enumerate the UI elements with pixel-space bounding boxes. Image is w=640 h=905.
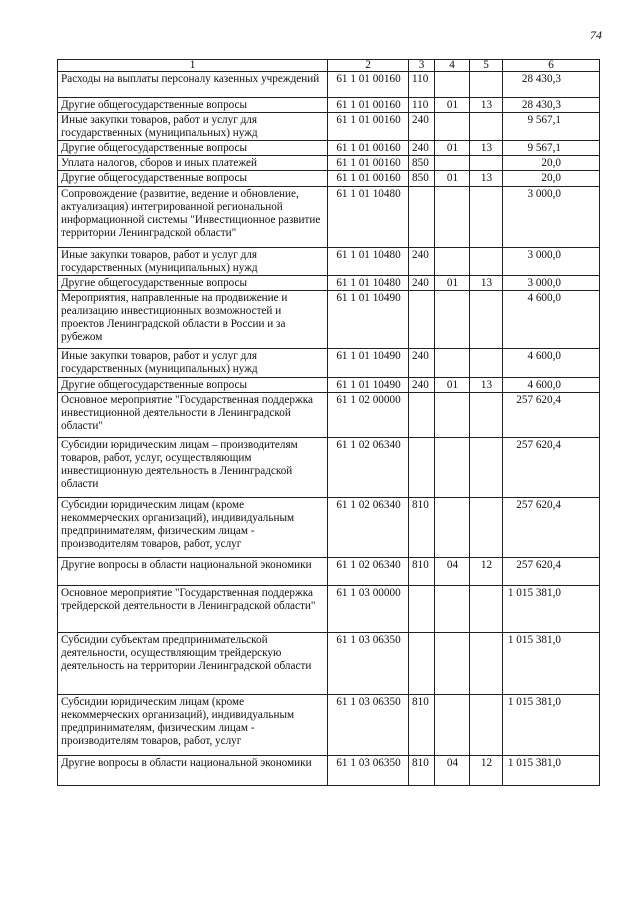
expense-type: 810 xyxy=(409,557,435,585)
section xyxy=(435,437,470,497)
subsection xyxy=(470,113,503,141)
target-code: 61 1 03 00000 xyxy=(328,585,409,632)
subsection xyxy=(470,156,503,171)
table-row xyxy=(58,156,600,171)
expense-type: 240 xyxy=(409,377,435,392)
subsection: 12 xyxy=(470,755,503,785)
item-name: Иные закупки товаров, работ и услуг для государственных (муниципальных) нужд xyxy=(58,113,328,141)
subsection: 13 xyxy=(470,275,503,290)
item-name: Другие вопросы в области национальной экономики xyxy=(58,755,328,785)
section: 01 xyxy=(435,377,470,392)
amount: 28 430,3 xyxy=(503,98,600,113)
item-name: Субсидии субъектам предпринимательской деятельности, осуществляющим трейдерскую деятельность на территории Ленинградской области xyxy=(58,632,328,694)
expense-type xyxy=(409,632,435,694)
section xyxy=(435,72,470,98)
section xyxy=(435,632,470,694)
table-row xyxy=(58,98,600,113)
amount: 257 620,4 xyxy=(503,437,600,497)
subsection: 12 xyxy=(470,557,503,585)
table-row xyxy=(58,348,600,377)
expense-type: 810 xyxy=(409,497,435,557)
expense-type: 110 xyxy=(409,98,435,113)
item-name: Другие вопросы в области национальной экономики xyxy=(58,557,328,585)
expense-type: 240 xyxy=(409,113,435,141)
item-name: Основное мероприятие "Государственная поддержка инвестиционной деятельности в Ленинградской области" xyxy=(58,392,328,437)
table-row xyxy=(58,113,600,141)
table-row xyxy=(58,141,600,156)
target-code: 61 1 03 06350 xyxy=(328,755,409,785)
amount: 4 600,0 xyxy=(503,377,600,392)
table-row xyxy=(58,247,600,275)
section xyxy=(435,585,470,632)
target-code: 61 1 01 00160 xyxy=(328,113,409,141)
expense-type: 850 xyxy=(409,171,435,186)
item-name: Уплата налогов, сборов и иных платежей xyxy=(58,156,328,171)
target-code: 61 1 01 10480 xyxy=(328,275,409,290)
item-name: Другие общегосударственные вопросы xyxy=(58,141,328,156)
expense-type: 240 xyxy=(409,247,435,275)
expense-type xyxy=(409,290,435,348)
target-code: 61 1 01 10480 xyxy=(328,247,409,275)
target-code: 61 1 01 00160 xyxy=(328,171,409,186)
amount: 1 015 381,0 xyxy=(503,755,600,785)
table-row xyxy=(58,497,600,557)
subsection: 13 xyxy=(470,98,503,113)
expense-type: 850 xyxy=(409,156,435,171)
amount: 1 015 381,0 xyxy=(503,694,600,755)
section xyxy=(435,186,470,247)
table-row xyxy=(58,72,600,98)
table-row xyxy=(58,437,600,497)
table-row xyxy=(58,632,600,694)
subsection xyxy=(470,437,503,497)
expense-type xyxy=(409,392,435,437)
table-row xyxy=(58,275,600,290)
header-col-3: 3 xyxy=(409,60,435,72)
amount: 9 567,1 xyxy=(503,141,600,156)
section xyxy=(435,348,470,377)
item-name: Субсидии юридическим лицам (кроме некоммерческих организаций), индивидуальным предпринимателям, физическим лицам - производителям товаров, работ, услуг xyxy=(58,694,328,755)
amount: 1 015 381,0 xyxy=(503,585,600,632)
table-header xyxy=(58,60,600,72)
subsection xyxy=(470,632,503,694)
target-code: 61 1 01 00160 xyxy=(328,156,409,171)
target-code: 61 1 02 06340 xyxy=(328,497,409,557)
header-row xyxy=(58,60,600,72)
section xyxy=(435,497,470,557)
subsection: 13 xyxy=(470,141,503,156)
subsection xyxy=(470,694,503,755)
target-code: 61 1 01 10490 xyxy=(328,377,409,392)
expense-type xyxy=(409,186,435,247)
subsection xyxy=(470,290,503,348)
section: 04 xyxy=(435,557,470,585)
item-name: Иные закупки товаров, работ и услуг для государственных (муниципальных) нужд xyxy=(58,348,328,377)
amount: 3 000,0 xyxy=(503,186,600,247)
budget-table xyxy=(57,59,600,786)
expense-type: 240 xyxy=(409,275,435,290)
header-col-5: 5 xyxy=(470,60,503,72)
section xyxy=(435,290,470,348)
header-col-4: 4 xyxy=(435,60,470,72)
amount: 3 000,0 xyxy=(503,247,600,275)
header-col-1: 1 xyxy=(58,60,328,72)
header-col-6: 6 xyxy=(503,60,600,72)
table-row xyxy=(58,557,600,585)
item-name: Субсидии юридическим лицам (кроме некоммерческих организаций), индивидуальным предпринимателям, физическим лицам - производителям товаров, работ, услуг xyxy=(58,497,328,557)
amount: 3 000,0 xyxy=(503,275,600,290)
item-name: Другие общегосударственные вопросы xyxy=(58,171,328,186)
expense-type xyxy=(409,437,435,497)
target-code: 61 1 01 10480 xyxy=(328,186,409,247)
expense-type: 240 xyxy=(409,348,435,377)
target-code: 61 1 02 06340 xyxy=(328,437,409,497)
amount: 1 015 381,0 xyxy=(503,632,600,694)
section xyxy=(435,392,470,437)
subsection xyxy=(470,497,503,557)
subsection xyxy=(470,247,503,275)
amount: 4 600,0 xyxy=(503,290,600,348)
table-row xyxy=(58,377,600,392)
expense-type: 810 xyxy=(409,694,435,755)
item-name: Иные закупки товаров, работ и услуг для государственных (муниципальных) нужд xyxy=(58,247,328,275)
item-name: Другие общегосударственные вопросы xyxy=(58,98,328,113)
section xyxy=(435,156,470,171)
target-code: 61 1 01 10490 xyxy=(328,290,409,348)
section: 01 xyxy=(435,98,470,113)
amount: 257 620,4 xyxy=(503,392,600,437)
item-name: Мероприятия, направленные на продвижение и реализацию инвестиционных возможностей и проектов Ленинградской области в России и за рубежом xyxy=(58,290,328,348)
subsection xyxy=(470,348,503,377)
amount: 257 620,4 xyxy=(503,497,600,557)
item-name: Сопровождение (развитие, ведение и обновление, актуализация) интегрированной региональной информационной системы "Инвестиционное развитие территории Ленинградской области" xyxy=(58,186,328,247)
table-row xyxy=(58,585,600,632)
table-row xyxy=(58,171,600,186)
expense-type: 810 xyxy=(409,755,435,785)
subsection xyxy=(470,392,503,437)
header-col-2: 2 xyxy=(328,60,409,72)
table-row xyxy=(58,694,600,755)
subsection xyxy=(470,585,503,632)
target-code: 61 1 01 10490 xyxy=(328,348,409,377)
expense-type: 110 xyxy=(409,72,435,98)
expense-type: 240 xyxy=(409,141,435,156)
expense-type xyxy=(409,585,435,632)
target-code: 61 1 02 00000 xyxy=(328,392,409,437)
section: 01 xyxy=(435,275,470,290)
section xyxy=(435,694,470,755)
item-name: Основное мероприятие "Государственная поддержка трейдерской деятельности в Ленинградской области" xyxy=(58,585,328,632)
section: 01 xyxy=(435,141,470,156)
section: 04 xyxy=(435,755,470,785)
amount: 4 600,0 xyxy=(503,348,600,377)
item-name: Расходы на выплаты персоналу казенных учреждений xyxy=(58,72,328,98)
section xyxy=(435,113,470,141)
target-code: 61 1 01 00160 xyxy=(328,72,409,98)
subsection: 13 xyxy=(470,171,503,186)
target-code: 61 1 03 06350 xyxy=(328,632,409,694)
table-row xyxy=(58,392,600,437)
item-name: Другие общегосударственные вопросы xyxy=(58,377,328,392)
subsection: 13 xyxy=(470,377,503,392)
item-name: Субсидии юридическим лицам – производителям товаров, работ, услуг, осуществляющим инвестиционную деятельность в Ленинградской области xyxy=(58,437,328,497)
table-row xyxy=(58,290,600,348)
amount: 28 430,3 xyxy=(503,72,600,98)
amount: 20,0 xyxy=(503,156,600,171)
page-number: 74 xyxy=(590,28,602,42)
subsection xyxy=(470,72,503,98)
target-code: 61 1 02 06340 xyxy=(328,557,409,585)
target-code: 61 1 03 06350 xyxy=(328,694,409,755)
table-row xyxy=(58,186,600,247)
target-code: 61 1 01 00160 xyxy=(328,98,409,113)
amount: 9 567,1 xyxy=(503,113,600,141)
target-code: 61 1 01 00160 xyxy=(328,141,409,156)
amount: 257 620,4 xyxy=(503,557,600,585)
subsection xyxy=(470,186,503,247)
amount: 20,0 xyxy=(503,171,600,186)
section xyxy=(435,247,470,275)
table-row xyxy=(58,755,600,785)
table-body xyxy=(58,72,600,786)
item-name: Другие общегосударственные вопросы xyxy=(58,275,328,290)
section: 01 xyxy=(435,171,470,186)
